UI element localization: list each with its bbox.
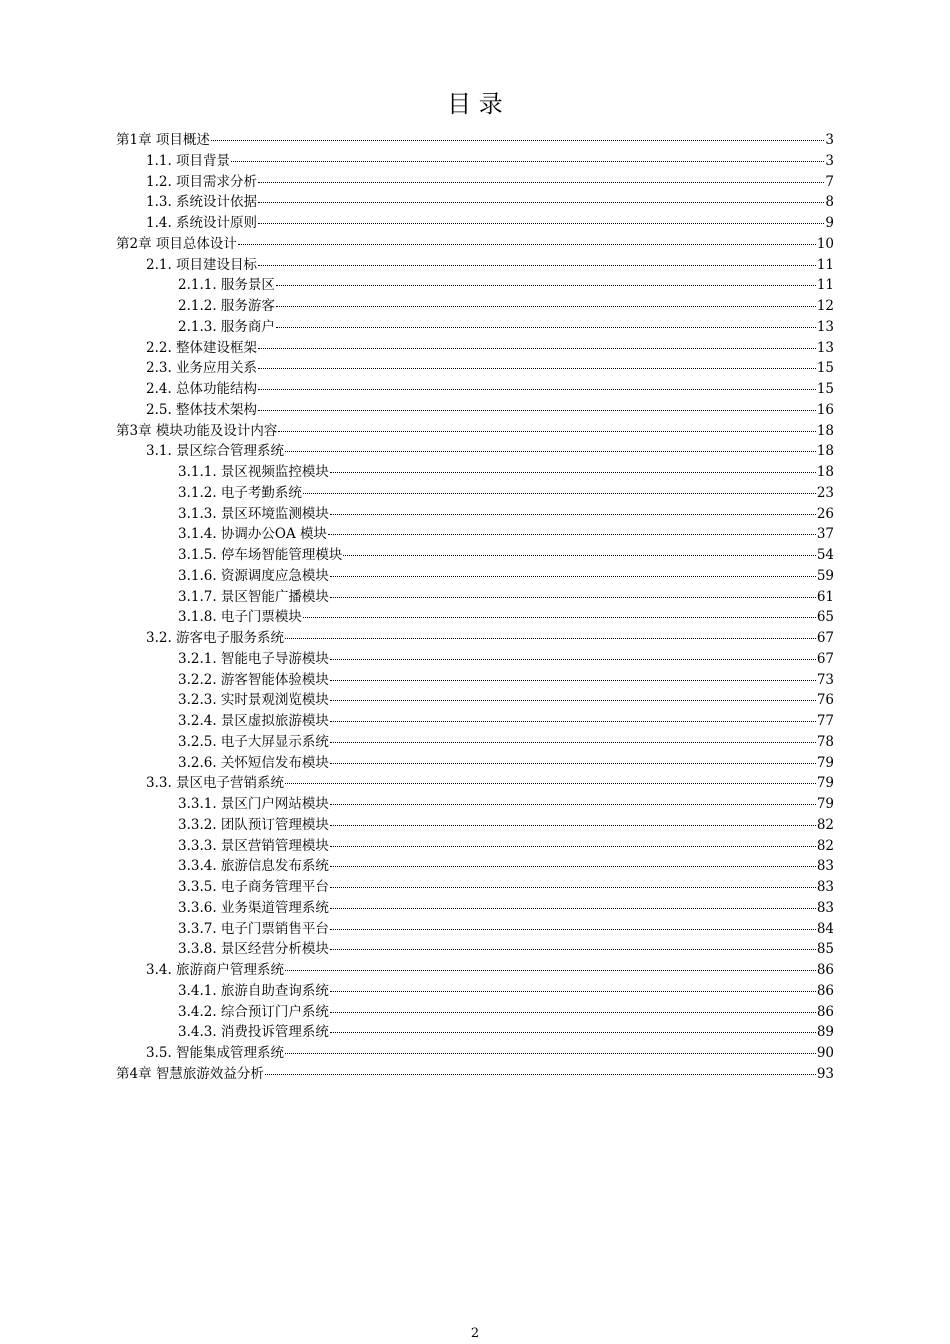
dot-leader [330,514,816,515]
toc-entry[interactable] [116,960,834,981]
toc-entry-label: 3.2.3. 实时景观浏览模块 [178,692,329,709]
toc-entry-page: 79 [816,796,834,812]
toc-entry-page: 12 [816,298,834,314]
toc-entry-label: 1.4. 系统设计原则 [146,215,258,231]
toc-entry-label: 3.1.1. 景区视频监控模块 [178,464,329,480]
dot-leader [258,348,816,349]
toc-entry-page: 61 [816,588,834,605]
toc-entry[interactable] [116,898,834,919]
toc-entry[interactable] [116,1002,834,1023]
toc-entry-page: 13 [816,339,834,356]
toc-entry[interactable] [116,815,834,836]
toc-entry[interactable] [116,172,834,193]
toc-entry-label: 3.1.7. 景区智能广播模块 [178,588,329,605]
page-number: 2 [470,1326,480,1341]
toc-entry-page: 78 [816,733,834,750]
toc-entry[interactable] [116,856,834,877]
toc-entry-label: 1.2. 项目需求分析 [146,173,258,190]
toc-entry-page: 15 [816,360,834,377]
toc-entry[interactable] [116,317,834,338]
table-of-contents [116,130,834,1085]
dot-leader [330,908,816,909]
toc-entry[interactable] [116,732,834,753]
toc-entry-page: 15 [816,381,834,397]
toc-entry[interactable] [116,483,834,504]
toc-entry[interactable] [116,296,834,317]
toc-entry-label: 3.3.7. 电子门票销售平台 [178,920,329,937]
toc-entry[interactable] [116,234,834,255]
toc-entry-page: 26 [816,505,834,522]
toc-entry-label: 3.1.4. 协调办公OA 模块 [178,526,328,543]
toc-entry-label: 3.5. 智能集成管理系统 [146,1045,285,1061]
toc-entry-page: 85 [816,941,834,958]
dot-leader [330,742,816,743]
toc-entry-label: 3.3.1. 景区门户网站模块 [178,796,329,812]
dot-leader [303,617,816,618]
dot-leader [285,970,816,971]
toc-entry[interactable] [116,711,834,732]
toc-entry-label: 3.2.4. 景区虚拟旅游模块 [178,713,329,729]
dot-leader [330,949,816,950]
toc-entry[interactable] [116,504,834,525]
dot-leader [330,680,816,681]
dot-leader [211,140,825,141]
toc-entry-page: 18 [816,422,834,439]
toc-entry-page: 82 [816,816,834,833]
toc-entry-page: 37 [816,526,834,543]
toc-entry-label: 3.1.3. 景区环境监测模块 [178,505,329,522]
toc-entry-page: 13 [816,318,834,335]
toc-entry-page: 79 [816,775,834,792]
dot-leader [278,431,815,432]
toc-entry-page: 18 [816,464,834,480]
toc-entry-page: 79 [816,754,834,771]
dot-leader [330,991,816,992]
toc-entry-page: 67 [816,630,834,646]
toc-entry-page: 83 [816,858,834,875]
toc-entry-label: 3.2.2. 游客智能体验模块 [178,671,329,688]
dot-leader [276,306,816,307]
toc-entry[interactable] [116,379,834,400]
dot-leader [330,597,816,598]
dot-leader [258,223,824,224]
toc-entry-page: 11 [816,256,834,273]
dot-leader [328,534,816,535]
toc-entry-page: 86 [816,962,834,978]
toc-entry-page: 11 [816,277,834,294]
toc-entry-page: 73 [816,671,834,688]
toc-entry-page: 65 [816,609,834,626]
toc-entry-page: 83 [816,899,834,916]
toc-entry-label: 3.2. 游客电子服务系统 [146,630,285,646]
toc-entry[interactable] [116,441,834,462]
toc-entry-label: 3.1. 景区综合管理系统 [146,443,285,460]
dot-leader [330,763,816,764]
toc-entry[interactable] [116,462,834,483]
toc-entry[interactable] [116,358,834,379]
toc-entry-page: 7 [825,173,834,190]
toc-entry-page: 54 [816,547,834,563]
toc-entry-label: 3.4.2. 综合预订门户系统 [178,1003,329,1020]
toc-entry-label: 3.2.1. 智能电子导游模块 [178,650,329,667]
dot-leader [303,493,816,494]
dot-leader [285,1053,816,1054]
toc-entry-label: 3.3.8. 景区经营分析模块 [178,941,329,958]
toc-entry-label: 3.3.2. 团队预订管理模块 [178,816,329,833]
dot-leader [330,804,816,805]
toc-entry-label: 2.3. 业务应用关系 [146,360,258,377]
dot-leader [330,825,816,826]
toc-entry-label: 3.3. 景区电子营销系统 [146,775,285,792]
toc-entry[interactable] [116,877,834,898]
toc-entry[interactable] [116,338,834,359]
toc-entry[interactable] [116,566,834,587]
toc-entry[interactable] [116,670,834,691]
toc-entry[interactable] [116,981,834,1002]
toc-entry[interactable] [116,421,834,442]
dot-leader [276,285,816,286]
toc-entry-label: 第1章 项目概述 [116,132,210,148]
toc-entry[interactable] [116,628,834,649]
dot-leader [258,182,824,183]
dot-leader [343,555,815,556]
toc-entry-label: 3.1.8. 电子门票模块 [178,609,302,626]
toc-entry[interactable] [116,130,834,151]
toc-entry[interactable] [116,753,834,774]
toc-entry-label: 1.3. 系统设计依据 [146,194,258,211]
toc-entry-label: 2.1.1. 服务景区 [178,277,275,294]
toc-entry[interactable] [116,1022,834,1043]
toc-entry-label: 2.1. 项目建设目标 [146,256,258,273]
toc-entry-page: 76 [816,692,834,709]
dot-leader [285,638,816,639]
toc-entry[interactable] [116,649,834,670]
toc-entry-label: 2.1.3. 服务商户 [178,318,275,335]
dot-leader [330,887,816,888]
toc-entry-label: 1.1. 项目背景 [146,152,231,169]
toc-entry-page: 10 [816,235,834,252]
toc-entry-label: 2.2. 整体建设框架 [146,339,258,356]
dot-leader [330,846,816,847]
dot-leader [276,327,816,328]
toc-entry-label: 第4章 智慧旅游效益分析 [116,1065,264,1082]
toc-entry-label: 3.1.5. 停车场智能管理模块 [178,547,343,563]
toc-entry-label: 2.5. 整体技术架构 [146,401,258,418]
toc-entry-label: 3.2.5. 电子大屏显示系统 [178,733,329,750]
toc-entry[interactable] [116,400,834,421]
page-title: 目 录 [447,90,503,118]
toc-entry-page: 18 [816,443,834,460]
dot-leader [330,576,816,577]
toc-entry-page: 9 [825,215,834,231]
toc-entry[interactable] [116,1043,834,1064]
dot-leader [330,659,816,660]
toc-entry-page: 59 [816,567,834,584]
dot-leader [330,1032,816,1033]
toc-entry-page: 16 [816,401,834,418]
toc-entry[interactable] [116,587,834,608]
dot-leader [231,161,824,162]
toc-entry-label: 3.4. 旅游商户管理系统 [146,962,285,978]
toc-entry[interactable] [116,151,834,172]
toc-entry[interactable] [116,275,834,296]
dot-leader [258,202,824,203]
toc-entry-label: 3.3.6. 业务渠道管理系统 [178,899,329,916]
dot-leader [330,700,816,701]
dot-leader [330,721,816,722]
toc-entry[interactable] [116,607,834,628]
toc-entry-page: 3 [825,132,834,148]
toc-entry[interactable] [116,794,834,815]
toc-entry[interactable] [116,255,834,276]
toc-entry-page: 90 [816,1045,834,1061]
toc-entry-page: 82 [816,837,834,854]
toc-entry[interactable] [116,773,834,794]
toc-entry-label: 3.3.3. 景区营销管理模块 [178,837,329,854]
toc-entry-label: 3.1.6. 资源调度应急模块 [178,567,329,584]
toc-entry-page: 89 [816,1024,834,1041]
toc-entry-page: 83 [816,879,834,895]
toc-entry-page: 77 [816,713,834,729]
toc-entry-page: 84 [816,920,834,937]
dot-leader [258,410,816,411]
toc-entry-page: 23 [816,484,834,501]
toc-entry[interactable] [116,213,834,234]
dot-leader [258,389,816,390]
toc-entry-label: 3.1.2. 电子考勤系统 [178,484,302,501]
dot-leader [285,783,816,784]
dot-leader [330,866,816,867]
toc-entry[interactable] [116,192,834,213]
toc-entry-label: 第2章 项目总体设计 [116,235,237,252]
toc-entry[interactable] [116,690,834,711]
toc-entry-label: 3.3.4. 旅游信息发布系统 [178,858,329,875]
toc-entry[interactable] [116,919,834,940]
toc-entry-label: 3.2.6. 关怀短信发布模块 [178,754,329,771]
dot-leader [330,1012,816,1013]
toc-entry-label: 2.1.2. 服务游客 [178,298,275,314]
toc-entry-page: 67 [816,650,834,667]
toc-entry[interactable] [116,1064,834,1085]
toc-entry[interactable] [116,524,834,545]
dot-leader [258,368,816,369]
dot-leader [330,472,816,473]
dot-leader [285,451,816,452]
toc-entry-page: 86 [816,1003,834,1020]
toc-entry-label: 3.3.5. 电子商务管理平台 [178,879,329,895]
dot-leader [265,1074,816,1075]
toc-entry-label: 第3章 模块功能及设计内容 [116,422,278,439]
toc-entry-page: 93 [816,1065,834,1082]
toc-entry-label: 3.4.3. 消费投诉管理系统 [178,1024,329,1041]
toc-entry-page: 8 [825,194,834,211]
toc-entry-label: 2.4. 总体功能结构 [146,381,258,397]
toc-entry[interactable] [116,836,834,857]
dot-leader [330,929,816,930]
dot-leader [258,265,816,266]
toc-entry-label: 3.4.1. 旅游自助查询系统 [178,982,329,999]
toc-entry-page: 3 [825,152,834,169]
toc-entry-page: 86 [816,982,834,999]
toc-entry[interactable] [116,545,834,566]
dot-leader [238,244,816,245]
toc-entry[interactable] [116,939,834,960]
